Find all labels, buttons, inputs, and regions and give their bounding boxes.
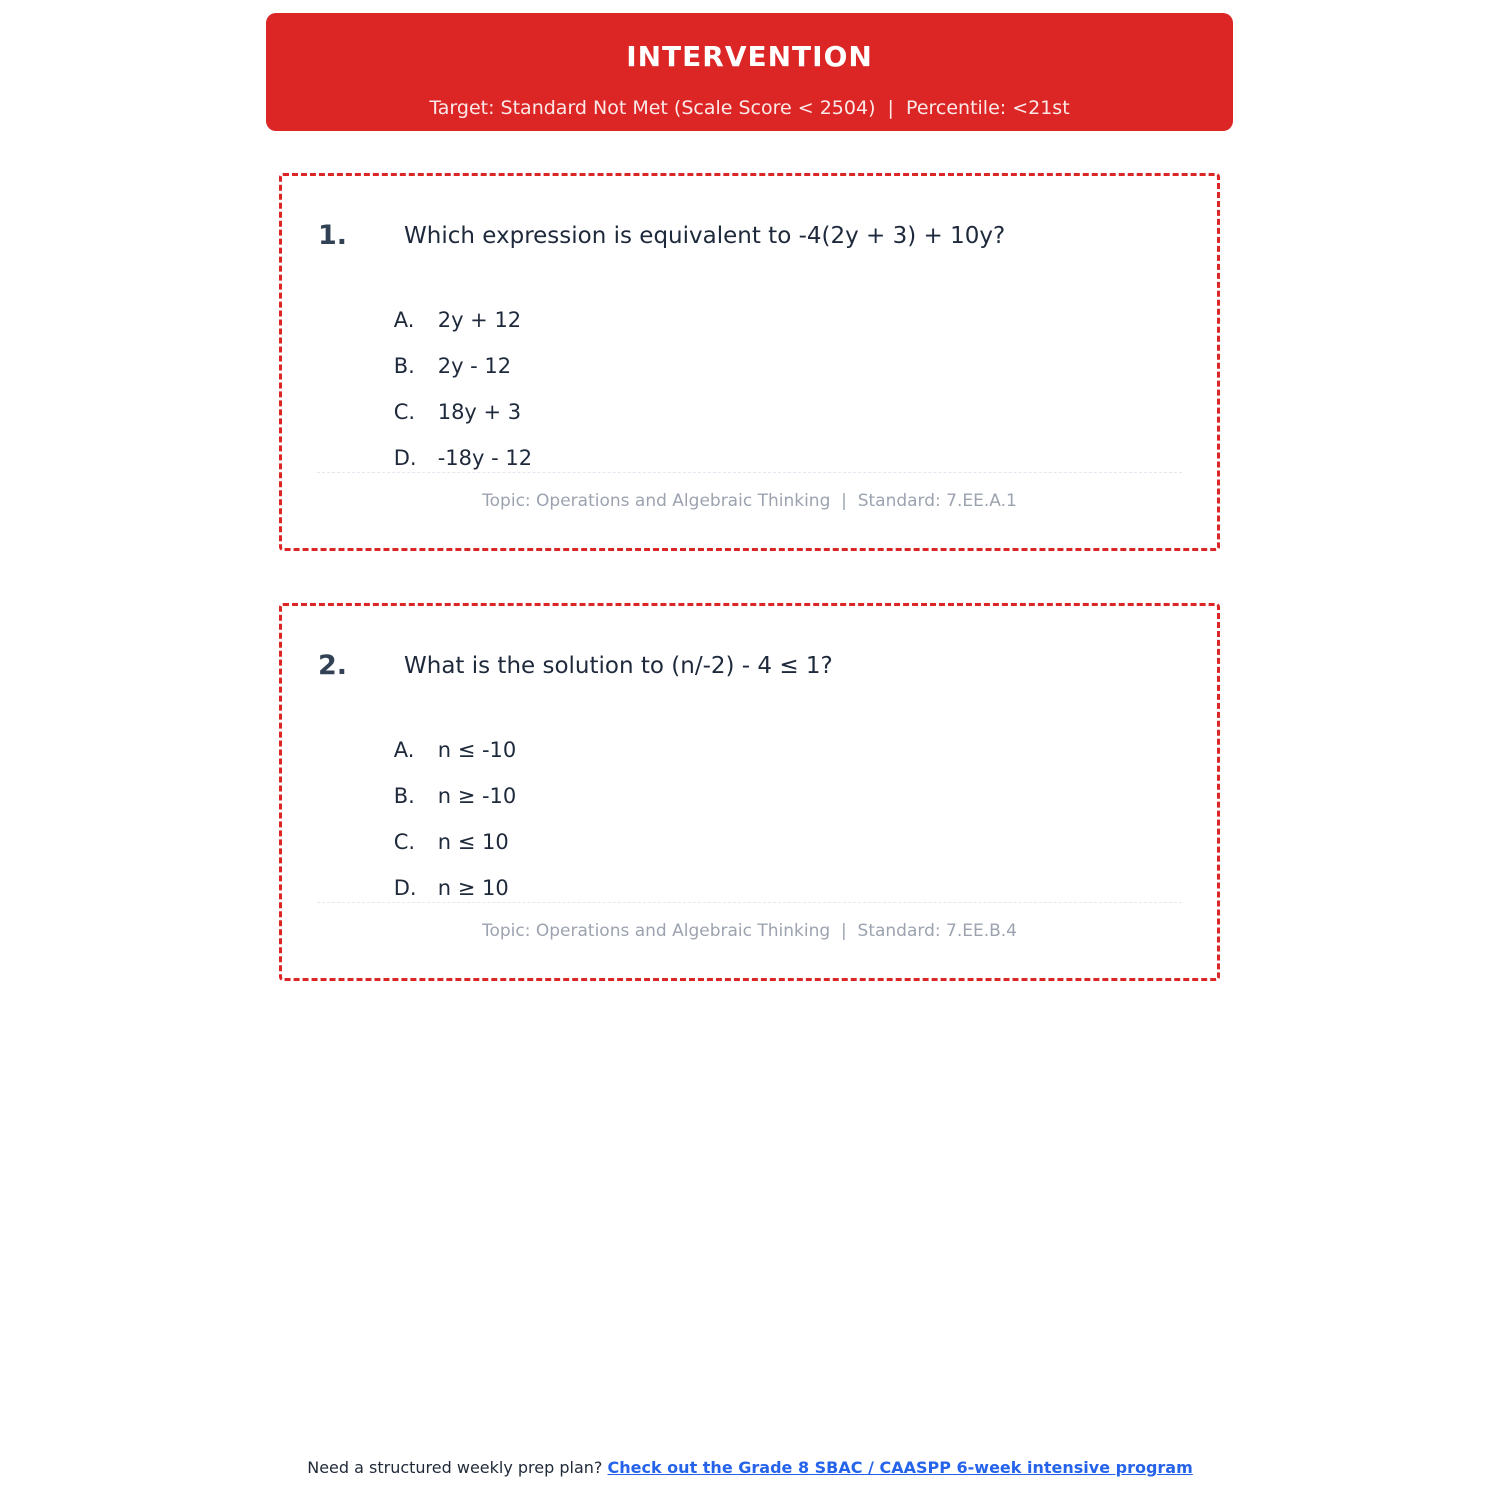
question-number: 1. — [318, 220, 348, 251]
question-text: Which expression is equivalent to -4(2y + 3) + 10y? — [404, 223, 1006, 249]
option-letter: B. — [393, 354, 415, 378]
question-meta: Topic: Operations and Algebraic Thinking | Standard: 7.EE.A.1 — [482, 491, 1017, 511]
option-letter: B. — [393, 784, 415, 808]
option-text: n ≥ -10 — [437, 784, 517, 808]
banner-subtitle: Target: Standard Not Met (Scale Score < 2504) | Percentile: <21st — [429, 97, 1070, 119]
answer-option-d[interactable] — [367, 416, 532, 500]
divider — [317, 902, 1182, 903]
option-text: -18y - 12 — [437, 446, 533, 470]
footer — [0, 1456, 1500, 1480]
option-text: 18y + 3 — [437, 400, 522, 424]
option-text: n ≤ -10 — [437, 738, 517, 762]
option-letter: A. — [393, 308, 415, 332]
intervention-banner — [266, 13, 1233, 131]
divider — [317, 472, 1182, 473]
option-text: n ≥ 10 — [437, 876, 509, 900]
option-letter: D. — [393, 446, 417, 470]
question-card-1 — [279, 173, 1220, 551]
footer-prompt: Need a structured weekly prep plan? — [307, 1458, 608, 1477]
option-text: n ≤ 10 — [437, 830, 509, 854]
question-card-2 — [279, 603, 1220, 981]
option-text: 2y + 12 — [437, 308, 522, 332]
banner-title: INTERVENTION — [626, 40, 873, 73]
question-meta: Topic: Operations and Algebraic Thinking | Standard: 7.EE.B.4 — [481, 921, 1017, 941]
option-text: 2y - 12 — [437, 354, 512, 378]
option-letter: D. — [393, 876, 417, 900]
question-text: What is the solution to (n/-2) - 4 ≤ 1? — [404, 653, 833, 679]
answer-option-d[interactable] — [367, 846, 509, 930]
option-letter: C. — [393, 830, 416, 854]
option-letter: A. — [393, 738, 415, 762]
question-number: 2. — [318, 650, 348, 681]
option-letter: C. — [393, 400, 416, 424]
prep-program-link[interactable]: Check out the Grade 8 SBAC / CAASPP 6-week intensive program — [607, 1458, 1193, 1477]
